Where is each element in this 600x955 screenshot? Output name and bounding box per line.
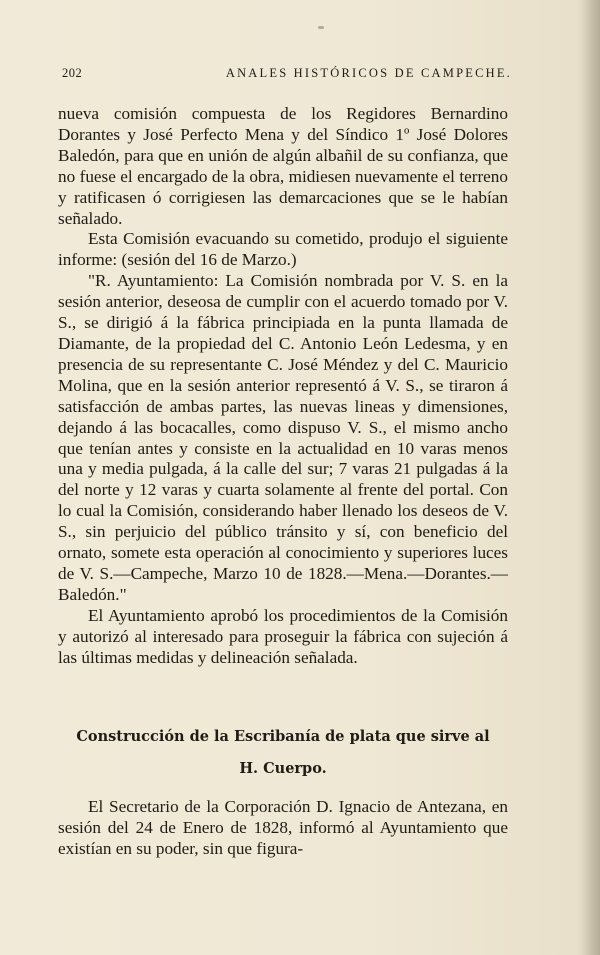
main-text [58, 104, 508, 668]
running-title: ANALES HISTÓRICOS DE CAMPECHE. [225, 66, 512, 80]
paragraph-quoted-report: "R. Ayuntamiento: La Comisión nombrada por V. S. en la sesión anterior, deseosa de cumplir con el acuerdo tomado por V. S., se dirigió á la fábrica principiada en la punta llamada de Diamante, de la propiedad del C. Antonio León Ledesma, y en presencia de su representante C. José Méndez y del C. Mauricio Molina, que en la sesión anterior representó á V. S., se tiraron á satisfacción de ambas partes, las nuevas lineas y dimensiones, dejando á las bocacalles, como dispuso V. S., el mismo ancho que tenían antes y consiste en la actualidad en 10 varas menos una y media pulgada, á la calle del sur; 7 varas 21 pulgadas á la del norte y 12 varas y cuarta solamente al frente del portal. Con lo cual la Comisión, considerando haber llenado los deseos de V. S., sin perjuicio del público tránsito y sí, con beneficio del ornato, somete esta operación al conocimiento y superiores luces de V. S.—Campeche, Marzo 10 de 1828.—Mena.—Dorantes.—Baledón." [58, 271, 508, 604]
section-text [58, 796, 508, 859]
paragraph-continued: nueva comisión compuesta de los Regidores Bernardino Dorantes y José Perfecto Mena y del Síndico 1º José Dolores Baledón, para que en unión de algún albañil de su confianza, que no fuese el encargado de la obra, midiesen nuevamente el terreno y ratificasen ó corrigiesen las demarcaciones que se le habían señalado. [58, 104, 508, 228]
paragraph: El Ayuntamiento aprobó los procedimientos de la Comisión y autorizó al interesado para proseguir la fábrica con sujeción á las últimas medidas y delineación señalada. [58, 605, 508, 667]
running-header [62, 66, 512, 81]
paragraph: El Secretario de la Corporación D. Ignacio de Antezana, en sesión del 24 de Enero de 1828, informó al Ayuntamiento que existían en su poder, sin que figura- [58, 797, 508, 858]
page-number: 202 [62, 66, 83, 80]
ink-speck [318, 26, 324, 29]
section-heading: Construcción de la Escribanía de plata que sirve al [76, 728, 490, 745]
page-edge-shadow [582, 0, 600, 955]
paragraph: Esta Comisión evacuando su cometido, produjo el siguiente informe: (sesión del 16 de Marzo.) [58, 229, 508, 270]
section-heading-continued: H. Cuerpo. [239, 760, 327, 777]
